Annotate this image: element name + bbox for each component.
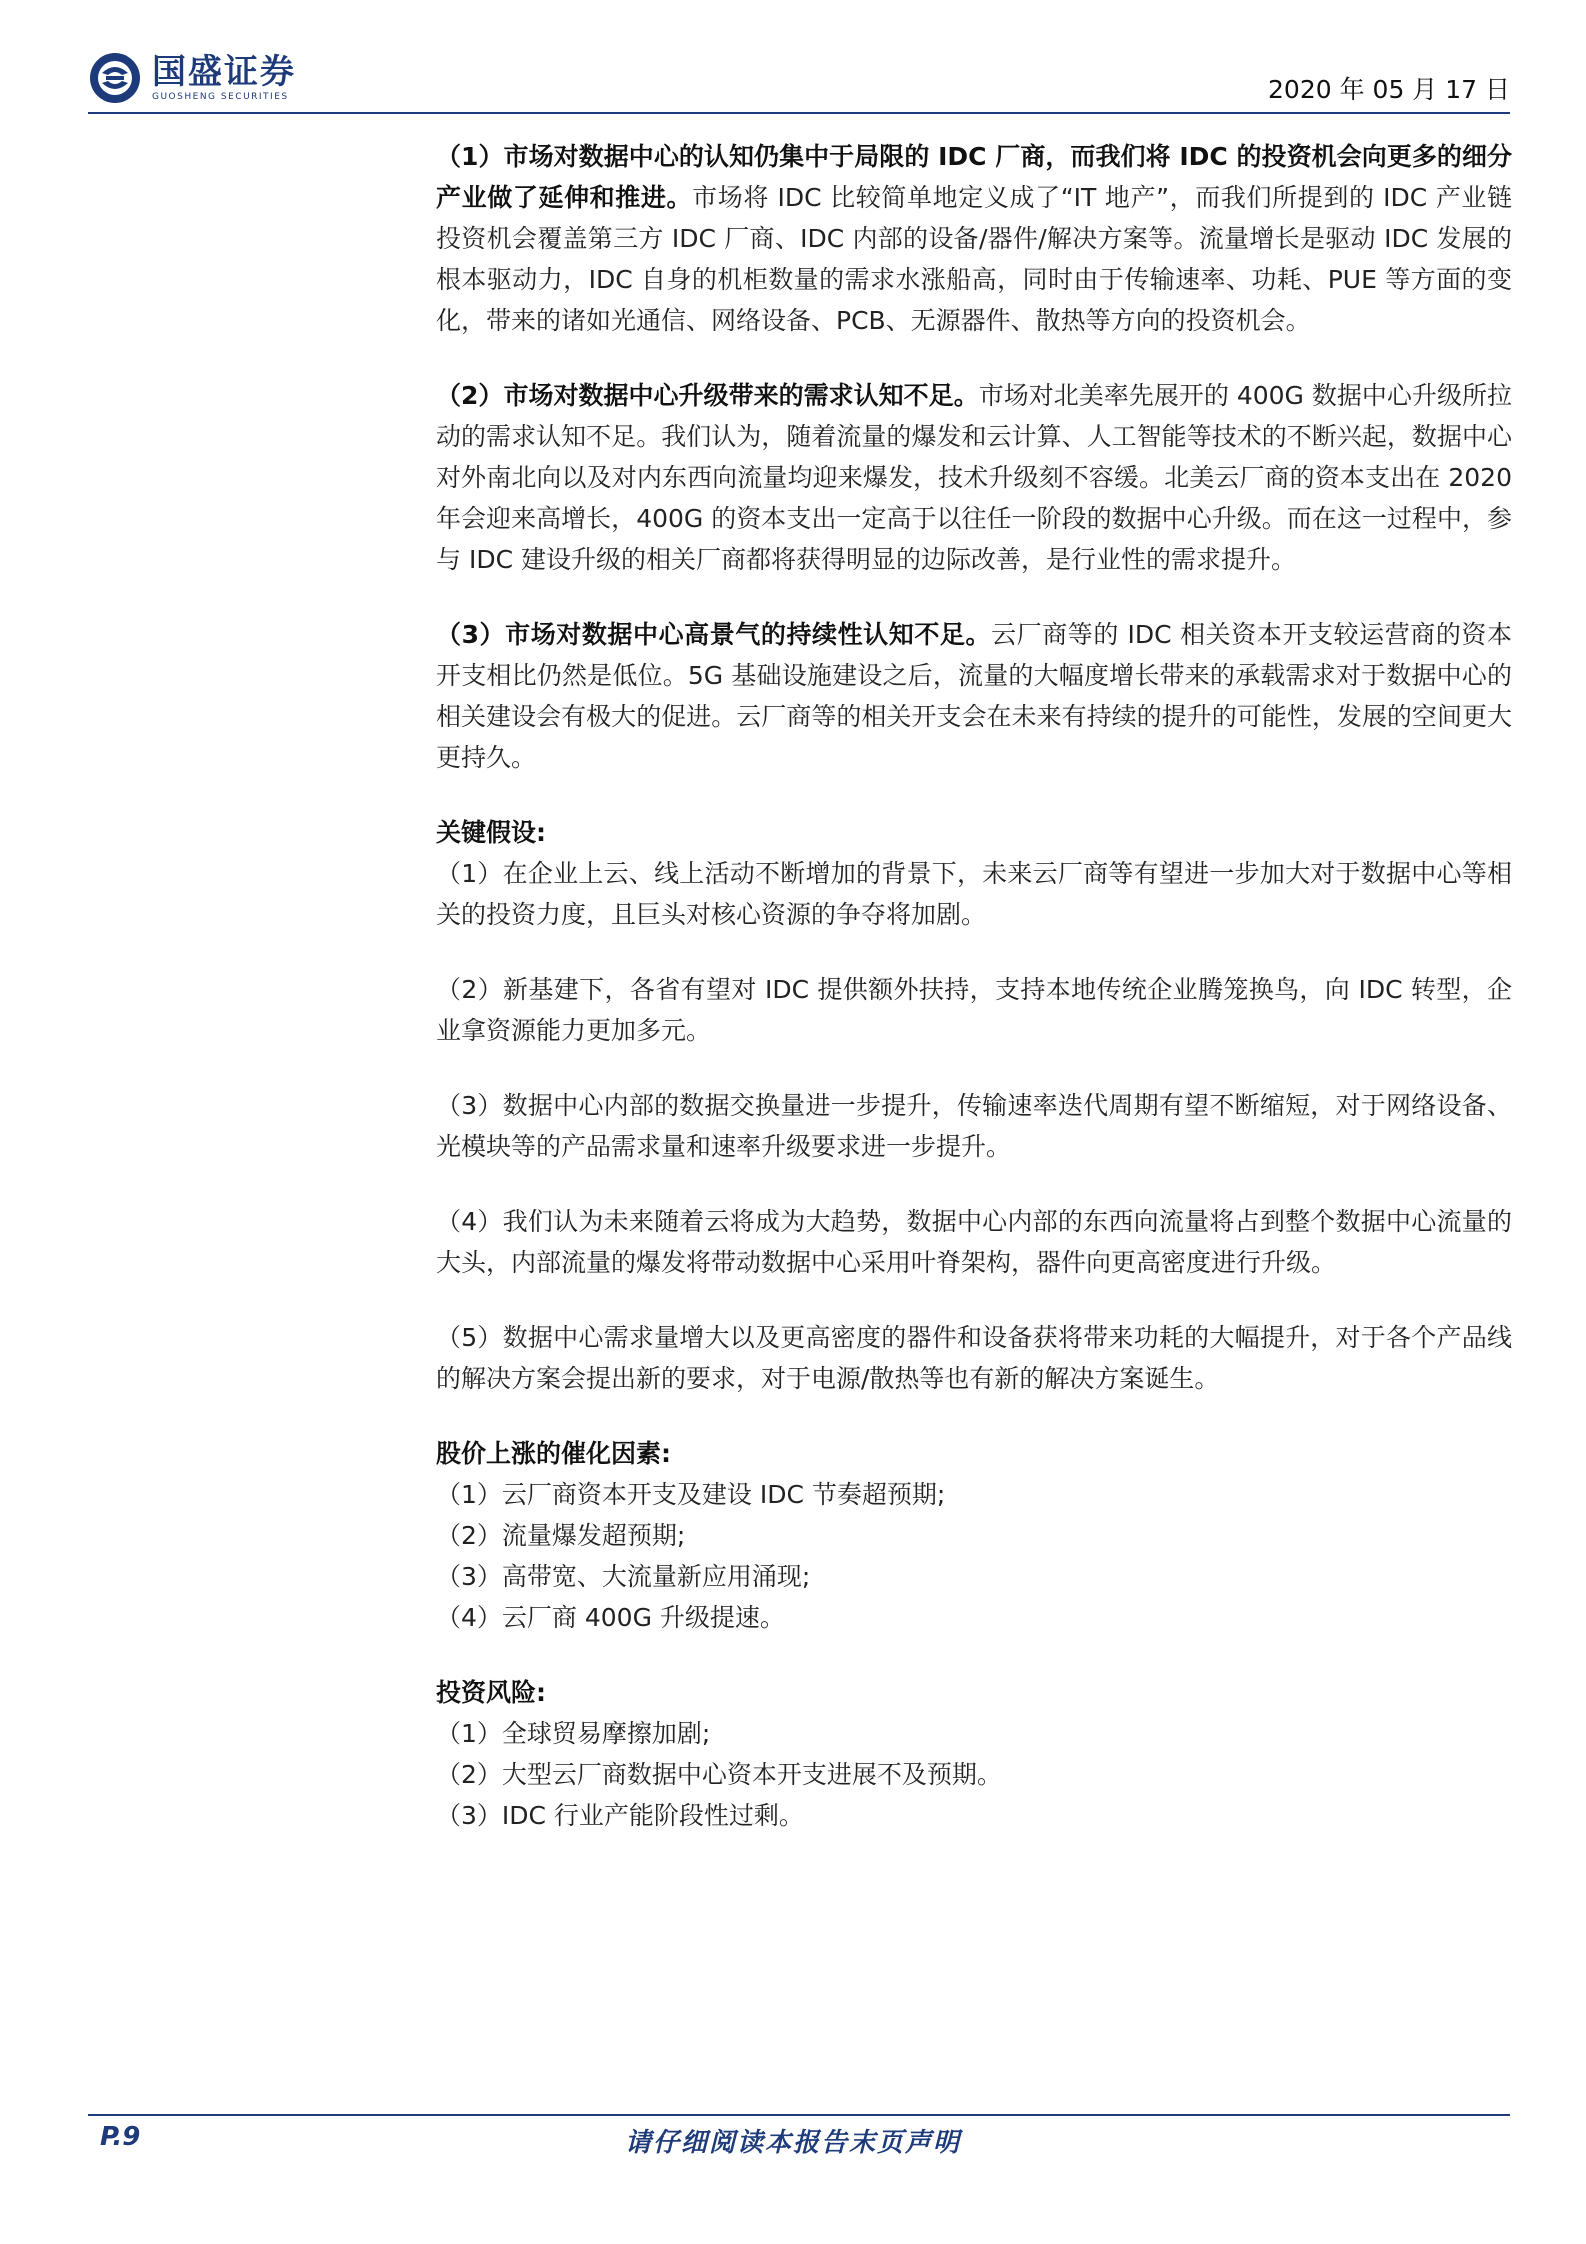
risks-title: 投资风险: [436,1678,546,1707]
guosheng-logo [88,48,388,108]
paragraph-1 [436,136,1512,341]
logo-name-en: GUOSHENG SECURITIES [152,92,289,102]
risk-item: （1）全球贸易摩擦加剧; [436,1719,711,1748]
assumption-item: （3）数据中心内部的数据交换量进一步提升，传输速率迭代周期有望不断缩短，对于网络设备、光模块等的产品需求量和速率升级要求进一步提升。 [436,1091,1512,1161]
logo-name-cn: 国盛证券 [152,52,296,92]
catalysts-title: 股价上涨的催化因素: [436,1439,671,1468]
risk-item: （2）大型云厂商数据中心资本开支进展不及预期。 [436,1760,1002,1789]
page-number: P.9 [100,2122,141,2152]
assumption-item: （1）在企业上云、线上活动不断增加的背景下，未来云厂商等有望进一步加大对于数据中心等相关的投资力度，且巨头对核心资源的争夺将加剧。 [436,859,1512,929]
paragraph-3-lead: （3）市场对数据中心高景气的持续性认知不足。 [436,620,992,649]
assumptions-title: 关键假设: [436,818,546,847]
report-date: 2020 年 05 月 17 日 [1268,75,1510,104]
assumption-item: （5）数据中心需求量增大以及更高密度的器件和设备获将带来功耗的大幅提升，对于各个产品线的解决方案会提出新的要求，对于电源/散热等也有新的解决方案诞生。 [436,1323,1512,1393]
catalyst-item: （2）流量爆发超预期; [436,1521,686,1550]
header-divider [88,112,1510,114]
paragraph-3-text: 云厂商等的 IDC 相关资本开支较运营商的资本开支相比仍然是低位。5G 基础设施建设之后，流量的大幅度增长带来的承载需求对于数据中心的相关建设会有极大的促进。云厂商等的相关开支会在未来有持续的提升的可能性，发展的空间更大更持久。 [436,620,1512,772]
assumption-item: （4）我们认为未来随着云将成为大趋势，数据中心内部的东西向流量将占到整个数据中心流量的大头，内部流量的爆发将带动数据中心采用叶脊架构，器件向更高密度进行升级。 [436,1207,1512,1277]
guosheng-logo-icon [88,51,142,105]
disclaimer-note: 请仔细阅读本报告末页声明 [624,2128,961,2158]
catalyst-item: （1）云厂商资本开支及建设 IDC 节奏超预期; [436,1480,946,1509]
assumption-item: （2）新基建下，各省有望对 IDC 提供额外扶持，支持本地传统企业腾笼换鸟，向 IDC 转型，企业拿资源能力更加多元。 [436,975,1512,1045]
catalyst-item: （4）云厂商 400G 升级提速。 [436,1603,785,1632]
paragraph-2 [436,375,1512,580]
paragraph-1-lead: （1）市场对数据中心的认知仍集中于局限的 IDC 厂商，而我们将 IDC 的投资机会向更多的细分产业做了延伸和推进。 [436,142,1512,212]
catalyst-item: （3）高带宽、大流量新应用涌现; [436,1562,811,1591]
paragraph-2-lead: （2）市场对数据中心升级带来的需求认知不足。 [436,381,979,410]
page-header [88,48,1510,118]
paragraph-3 [436,614,1512,778]
report-body [436,136,1512,1836]
risk-item: （3）IDC 行业产能阶段性过剩。 [436,1801,804,1830]
footer-divider [88,2114,1510,2116]
paragraph-2-text: 市场对北美率先展开的 400G 数据中心升级所拉动的需求认知不足。我们认为，随着流量的爆发和云计算、人工智能等技术的不断兴起，数据中心对外南北向以及对内东西向流量均迎来爆发，技术升级刻不容缓。北美云厂商的资本支出在 2020 年会迎来高增长，400G 的资本支出一定高于以往任一阶段的数据中心升级。而在这一过程中，参与 IDC 建设升级的相关厂商都将获得明显的边际改善，是行业性的需求提升。 [436,381,1512,574]
paragraph-1-text: 市场将 IDC 比较简单地定义成了“IT 地产”，而我们所提到的 IDC 产业链投资机会覆盖第三方 IDC 厂商、IDC 内部的设备/器件/解决方案等。流量增长是驱动 IDC 发展的根本驱动力，IDC 自身的机柜数量的需求水涨船高，同时由于传输速率、功耗、PUE 等方面的变化，带来的诸如光通信、网络设备、PCB、无源器件、散热等方向的投资机会。 [436,183,1512,335]
